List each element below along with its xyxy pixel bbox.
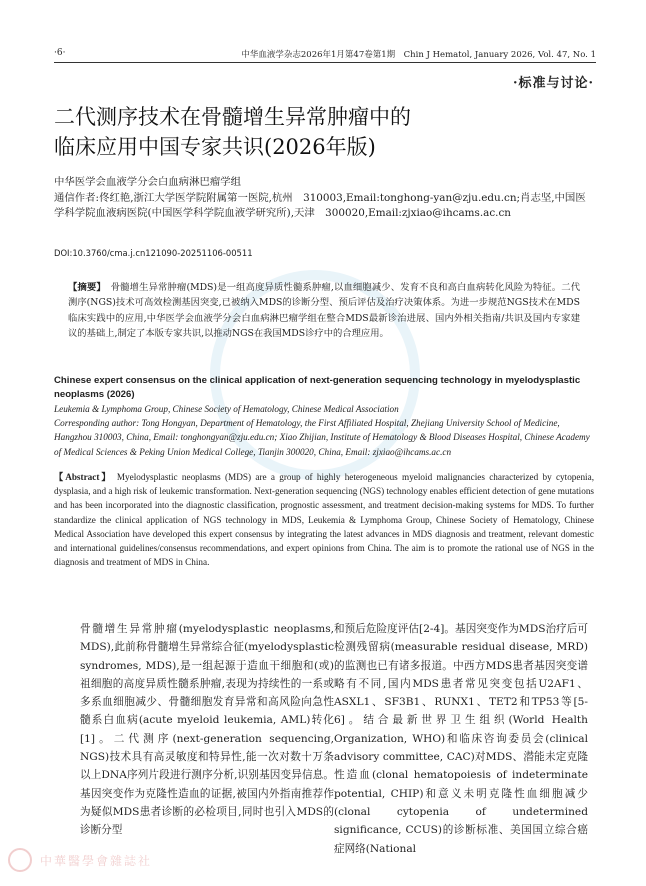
publisher-logo-icon (8, 848, 32, 872)
publisher-footer: 中華醫學會雜誌社 (40, 854, 153, 868)
english-abstract-label: 【Abstract】 (54, 472, 113, 482)
author-organization: 中华医学会血液学分会白血病淋巴瘤学组 (54, 176, 242, 188)
body-column-right: 和预后危险度评估[2-4]。基因突变作为MDS治疗后可检测残留病(measurable residual disease, MRD)的监测也已有诸多报道。中西方MDS患者基因突变谱略有不同,国内MDS患者常见突变包括U2AF1、ASXL1、SF3B1、RUNX1、TET2和TP53等[5-6]。结合最新世界卫生组织(World Health Organization, WHO)和临床咨询委员会(clinical advisory committee, CAC)对MDS、潜能未定克隆性造血(clonal hematopoiesis of indeterminate potential, CHIP)和意义未明克隆性血细胞减少(clonal cytopenia of undetermined significance, CCUS)的诊断标准、美国国立综合癌症网络(National (334, 623, 588, 855)
title-line-1: 二代测序技术在骨髓增生异常肿瘤中的 (54, 105, 411, 129)
english-author-group: Leukemia & Lymphoma Group, Chinese Society of Hematology, Chinese Medical Association (54, 404, 399, 414)
english-abstract-text: Myelodysplastic neoplasms (MDS) are a group of highly heterogeneous myeloid malignancies characterized by cytopenia, dysplasia, and a high risk of leukemic transformation. Next-generation sequencing (NGS) technology enables efficient detection of gene mutations and has been incorporated into the diagnostic classification, prognostic assessment, and treatment decision-making systems for MDS. To further standardize the clinical application of NGS technology in MDS, Leukemia & Lymphoma Group, Chinese Society of Hematology, Chinese Medical Association have developed this expert consensus by integrating the latest advances in MDS diagnosis and treatment, relevant domestic and international guidelines/consensus recommendations, and expert opinions from China. The aim is to promote the rational use of NGS in the diagnosis and treatment of MDS in China. (54, 472, 594, 568)
article-title (54, 102, 594, 162)
doi: DOI:10.3760/cma.j.cn121090-20251106-00511 (54, 248, 253, 258)
english-corresponding: Corresponding author: Tong Hongyan, Department of Hematology, the First Affiliated Hospital, Zhejiang University School of Medicine, Hangzhou 310003, China, Email: tonghongyan@zju.edu.cn; Xiao Zhijian, Institute of Hematology & Blood Diseases Hospital, Chinese Academy of Medical Sciences & Peking Union Medical College, Tianjin 300020, China, Email: zjxiao@ihcams.ac.cn (54, 418, 590, 457)
english-title: Chinese expert consensus on the clinical application of next-generation sequencing technology in myelodysplastic neoplasms (2026) (54, 375, 581, 400)
section-label: ·标准与讨论· (512, 76, 594, 91)
chinese-abstract-text: 骨髓增生异常肿瘤(MDS)是一组高度异质性髓系肿瘤,以血细胞减少、发育不良和高白血病转化风险为特征。二代测序(NGS)技术可高效检测基因突变,已被纳入MDS的诊断分型、预后评估及治疗决策体系。为进一步规范NGS技术在MDS临床实践中的应用,中华医学会血液学分会白血病淋巴瘤学组在整合MDS最新诊治进展、国内外相关指南/共识及国内专家建议的基础上,制定了本版专家共识,以推动NGS在我国MDS诊疗中的合理应用。 (68, 282, 580, 340)
page-number: ·6· (54, 48, 66, 58)
correspondence-info: 通信作者:佟红艳,浙江大学医学院附属第一医院,杭州 310003,Email:tonghong-yan@zju.edu.cn;肖志坚,中国医学科学院血液病医院(中国医学科学院血液学研究所),天津 300020,Email:zjxiao@ihcams.ac.cn (54, 192, 586, 219)
journal-header: 中华血液学杂志2026年1月第47卷第1期 Chin J Hematol, January 2026, Vol. 47, No. 1 (241, 50, 596, 60)
english-authors (54, 402, 594, 459)
header-rule (54, 62, 596, 63)
chinese-abstract (68, 280, 580, 342)
english-abstract (54, 470, 594, 569)
title-line-2: 临床应用中国专家共识(2026年版) (54, 135, 376, 159)
body-column-left: 骨髓增生异常肿瘤(myelodysplastic neoplasms, MDS),此前称骨髓增生异常综合征(myelodysplastic syndromes, MDS),是一组起源于造血干细胞和(或)祖细胞的高度异质性髓系肿瘤,表现为持续性的一系或多系血细胞减少、骨髓细胞发育异常和高风险向急性髓系白血病(acute myeloid leukemia, AML)转化[1]。二代测序(next-generation sequencing, NGS)技术具有高灵敏度和特异性,能一次对数十万条以上DNA序列片段进行测序分析,识别基因变异信息。基因突变作为克隆性造血的证据,被国内外指南推荐作为疑似MDS患者诊断的必检项目,同时也引入MDS的诊断分型 (80, 623, 334, 837)
chinese-abstract-label: 【摘要】 (68, 282, 102, 293)
